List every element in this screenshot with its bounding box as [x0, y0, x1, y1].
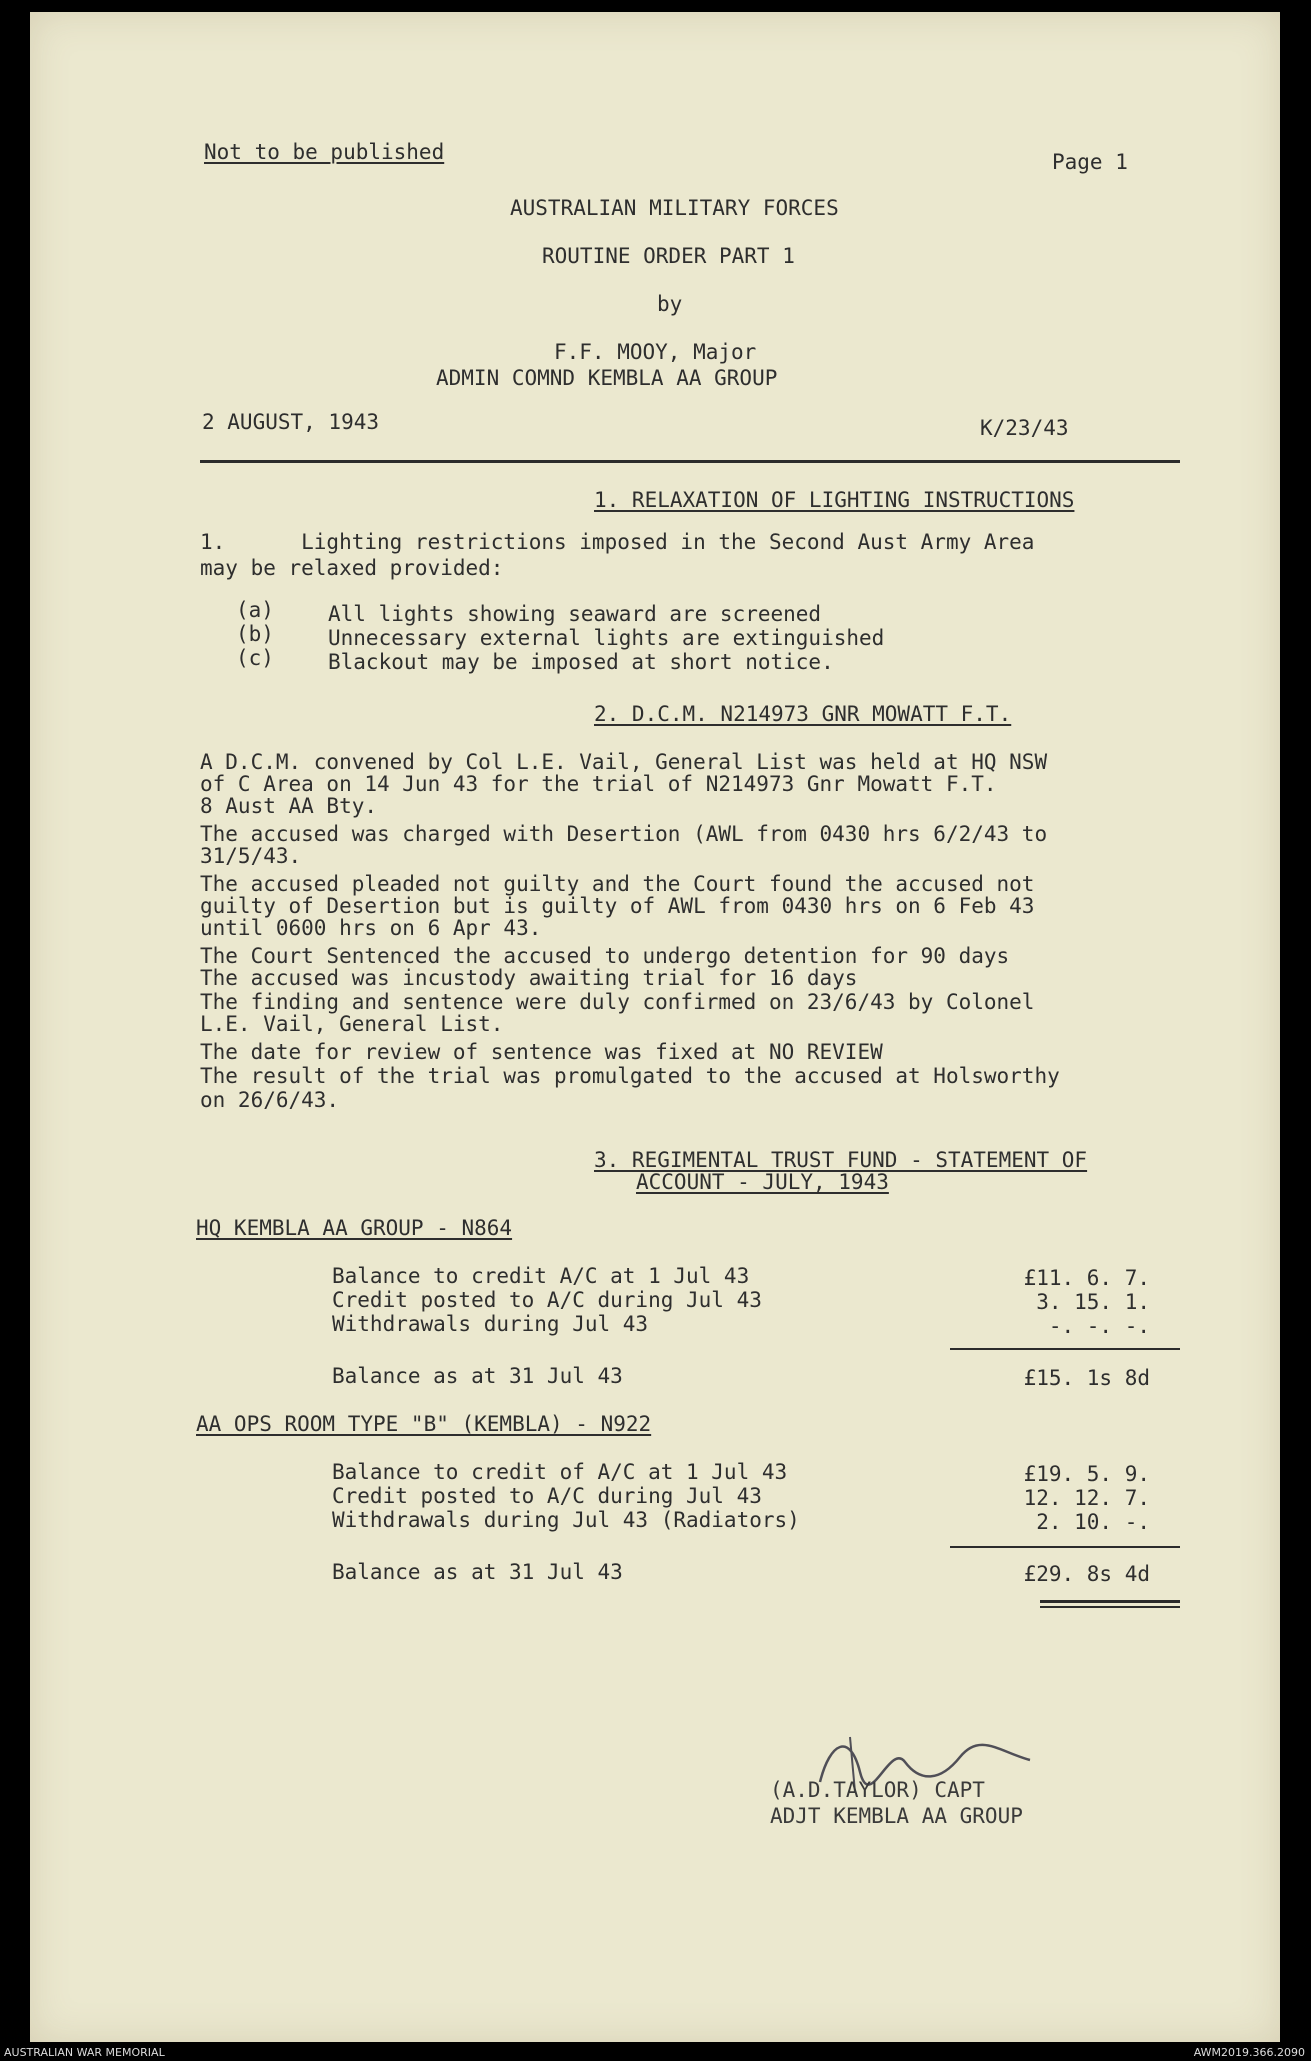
ledger-amount: £19. 5. 9. [1023, 1462, 1150, 1486]
document-page [30, 12, 1280, 2042]
total-double-rule [1040, 1600, 1180, 1603]
ledger-amount: 3. 15. 1. [1036, 1290, 1150, 1314]
balance-label: Balance as at 31 Jul 43 [332, 1364, 623, 1388]
section1-title: 1. RELAXATION OF LIGHTING INSTRUCTIONS [594, 488, 1075, 512]
by-line: by [657, 292, 683, 316]
header-rule [200, 460, 1180, 463]
section2-line: 8 Aust AA Bty. [200, 794, 378, 818]
ledger-label: Withdrawals during Jul 43 (Radiators) [332, 1508, 800, 1532]
section2-line: guilty of Desertion but is guilty of AWL from 0430 hrs on 6 Feb 43 [200, 894, 1035, 918]
balance-label: Balance as at 31 Jul 43 [332, 1560, 623, 1584]
ledger-amount: -. -. -. [1048, 1314, 1150, 1338]
ledger-amount: £11. 6. 7. [1023, 1266, 1150, 1290]
ledger-rule [950, 1348, 1180, 1350]
section2-line: The result of the trial was promulgated to the accused at Holsworthy [200, 1064, 1060, 1088]
balance-amount: £15. 1s 8d [1023, 1366, 1150, 1390]
page-number: Page 1 [1052, 150, 1128, 174]
section3-title: 3. REGIMENTAL TRUST FUND - STATEMENT OF [594, 1148, 1088, 1172]
item-mark: (c) [236, 646, 274, 670]
section2-line: The date for review of sentence was fixed at NO REVIEW [200, 1040, 883, 1064]
section2-line: L.E. Vail, General List. [200, 1012, 504, 1036]
total-double-rule [1040, 1606, 1180, 1608]
group2-heading: AA OPS ROOM TYPE "B" (KEMBLA) - N922 [196, 1412, 652, 1436]
ledger-label: Balance to credit A/C at 1 Jul 43 [332, 1264, 750, 1288]
section3-title-cont: ACCOUNT - JULY, 1943 [636, 1170, 889, 1194]
footer-accession: AWM2019.366.2090 [1193, 2046, 1305, 2059]
order-reference: K/23/43 [980, 416, 1069, 440]
section2-line: A D.C.M. convened by Col L.E. Vail, General List was held at HQ NSW [200, 750, 1048, 774]
section2-line: The accused was charged with Desertion (AWL from 0430 hrs 6/2/43 to [200, 822, 1048, 846]
officer-name: F.F. MOOY, Major [554, 340, 757, 364]
balance-amount: £29. 8s 4d [1023, 1562, 1150, 1586]
ledger-label: Withdrawals during Jul 43 [332, 1312, 649, 1336]
signature-title: ADJT KEMBLA AA GROUP [770, 1804, 1023, 1828]
section1-line: may be relaxed provided: [200, 556, 504, 580]
footer-credit: AUSTRALIAN WAR MEMORIAL [4, 2046, 165, 2059]
section2-line: of C Area on 14 Jun 43 for the trial of N214973 Gnr Mowatt F.T. [200, 772, 997, 796]
section2-title: 2. D.C.M. N214973 GNR MOWATT F.T. [594, 702, 1012, 726]
item-mark: (a) [236, 598, 274, 622]
signature-name: (A.D.TAYLOR) CAPT [770, 1778, 985, 1802]
command-name: ADMIN COMND KEMBLA AA GROUP [436, 366, 778, 390]
ledger-label: Credit posted to A/C during Jul 43 [332, 1484, 762, 1508]
item-mark: (b) [236, 622, 274, 646]
order-title: ROUTINE ORDER PART 1 [542, 244, 795, 268]
ledger-amount: 2. 10. -. [1036, 1510, 1150, 1534]
ledger-amount: 12. 12. 7. [1023, 1486, 1150, 1510]
section2-line: 31/5/43. [200, 844, 302, 868]
section2-line: The accused pleaded not guilty and the Court found the accused not [200, 872, 1035, 896]
item-text: All lights showing seaward are screened [328, 602, 822, 626]
section2-line: The Court Sentenced the accused to undergo detention for 90 days [200, 944, 1010, 968]
order-date: 2 AUGUST, 1943 [202, 410, 380, 434]
ledger-rule [950, 1546, 1180, 1548]
ledger-label: Credit posted to A/C during Jul 43 [332, 1288, 762, 1312]
section2-line: until 0600 hrs on 6 Apr 43. [200, 916, 542, 940]
section2-line: The accused was incustody awaiting trial for 16 days [200, 966, 858, 990]
item-text: Blackout may be imposed at short notice. [328, 650, 834, 674]
ledger-label: Balance to credit of A/C at 1 Jul 43 [332, 1460, 788, 1484]
section2-line: on 26/6/43. [200, 1088, 340, 1112]
restriction-note: Not to be published [204, 140, 445, 164]
item-text: Unnecessary external lights are extinguished [328, 626, 885, 650]
group1-heading: HQ KEMBLA AA GROUP - N864 [196, 1216, 513, 1240]
section2-line: The finding and sentence were duly confirmed on 23/6/43 by Colonel [200, 990, 1035, 1014]
org-title: AUSTRALIAN MILITARY FORCES [510, 196, 839, 220]
section1-line: 1. Lighting restrictions imposed in the Second Aust Army Area [200, 530, 1035, 554]
